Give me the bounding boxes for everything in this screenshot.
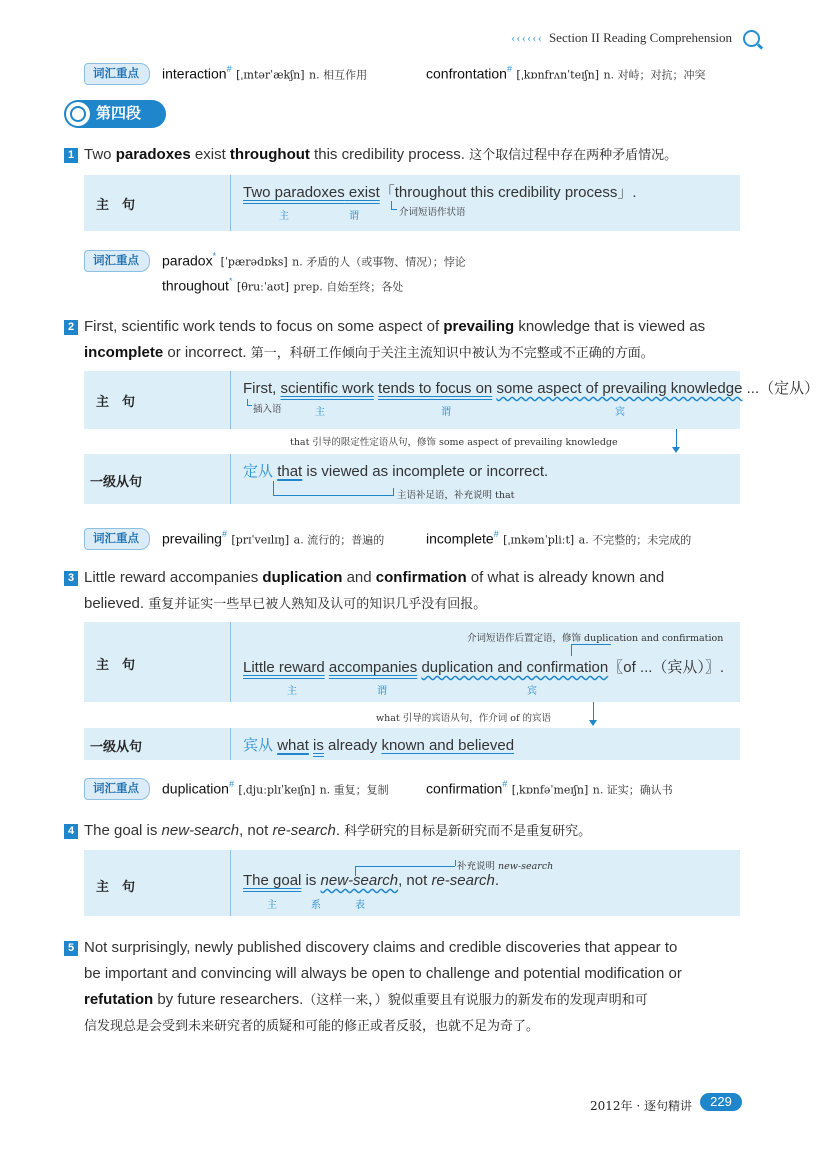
grammar-note: 主语补足语，补充说明 that bbox=[397, 490, 515, 501]
vocab-tag: 词汇重点 bbox=[84, 250, 150, 272]
vocab-entry: incomplete# [ˌɪnkəmˈpliːt] a. 不完整的；未完成的 bbox=[426, 529, 692, 547]
analysis-box bbox=[84, 371, 819, 429]
sentence-5-line-1: Not surprisingly, newly published discovery claims and credible discoveries that appear to bbox=[84, 939, 678, 956]
main-clause: First, scientific work tends to focus on some aspect of prevailing knowledge ...（定从） bbox=[243, 380, 819, 397]
vocab-entry: prevailing# [prɪˈveɪlɪŋ] a. 流行的；普遍的 bbox=[162, 529, 385, 547]
search-circle-icon bbox=[66, 102, 90, 126]
sentence-5-line-4: 信发现总是会受到未来研究者的质疑和可能的修正或者反驳，也就不足为奇了。 bbox=[84, 1019, 540, 1034]
sentence-2-line-2: incomplete or incorrect. 第一，科研工作倾向于关注主流知识中被认为不完整或不正确的方面。 bbox=[84, 344, 654, 361]
sentence-3-line-2: believed. 重复并证实一些早已被人熟知及认可的知识几乎没有回报。 bbox=[84, 595, 487, 612]
vocab-tag: 词汇重点 bbox=[84, 63, 150, 85]
sentence-number: 5 bbox=[64, 941, 78, 956]
vocab-entry: throughout* [θruːˈaʊt] prep. 自始至终；各处 bbox=[162, 276, 404, 294]
box-label: 主 句 bbox=[96, 880, 136, 895]
sentence-number: 3 bbox=[64, 571, 78, 586]
box-label: 主 句 bbox=[96, 658, 136, 673]
vocab-word: confrontation bbox=[426, 65, 507, 82]
section-title: Section II Reading Comprehension bbox=[548, 30, 732, 45]
vocab-entry: duplication# [ˌdjuːplɪˈkeɪʃn] n. 重复；复制 bbox=[162, 779, 389, 797]
vocab-tag: 词汇重点 bbox=[84, 528, 150, 550]
grammar-note: 介词短语作后置定语，修饰 duplication and confirmation bbox=[467, 633, 724, 644]
analysis-box bbox=[84, 622, 740, 702]
main-clause: The goal is new-search, not re-search. bbox=[243, 872, 499, 889]
sentence-2-line-1: First, scientific work tends to focus on some aspect of prevailing knowledge that is viewed as bbox=[84, 318, 706, 335]
analysis-box bbox=[84, 850, 740, 916]
sentence-number: 1 bbox=[64, 148, 78, 163]
grammar-note: 补充说明 new-search bbox=[457, 861, 554, 872]
box-label: 主 句 bbox=[96, 395, 136, 410]
sentence-number: 2 bbox=[64, 320, 78, 335]
role-subject: 主 bbox=[315, 407, 325, 418]
role-object: 宾 bbox=[615, 407, 625, 418]
vocab-tag: 词汇重点 bbox=[84, 778, 150, 800]
role-object: 宾 bbox=[527, 686, 537, 697]
box-label: 一级从句 bbox=[90, 475, 143, 490]
search-icon[interactable] bbox=[743, 30, 760, 47]
sentence-1: Two paradoxes exist throughout this credibility process. 这个取信过程中存在两种矛盾情况。 bbox=[84, 146, 678, 163]
sentence-number: 4 bbox=[64, 824, 78, 839]
running-header bbox=[511, 30, 732, 46]
role-link: 系 bbox=[311, 900, 321, 911]
analysis-box-sub bbox=[84, 454, 740, 504]
vocab-entry: interaction# [ˌɪntərˈækʃn] n. 相互作用 bbox=[162, 64, 368, 82]
role-subject: 主 bbox=[267, 900, 277, 911]
sentence-4: The goal is new-search, not re-search. 科学研究的目标是新研究而不是重复研究。 bbox=[84, 822, 592, 839]
page-number: 229 bbox=[700, 1093, 742, 1111]
vocab-word: interaction bbox=[162, 65, 227, 82]
analysis-box bbox=[84, 175, 740, 231]
box-label: 一级从句 bbox=[90, 740, 143, 755]
analysis-box-sub bbox=[84, 728, 740, 760]
link-note: what 引导的宾语从句，作介词 of 的宾语 bbox=[376, 713, 552, 724]
header-arrows: ‹‹‹‹‹‹ bbox=[510, 30, 543, 45]
vocab-entry: paradox* [ˈpærədɒks] n. 矛盾的人（或事物、情况）；悖论 bbox=[162, 251, 466, 269]
footer-text: 2012年 · 逐句精讲 bbox=[590, 1099, 692, 1113]
main-clause: Two paradoxes exist「throughout this credibility process」. bbox=[243, 184, 637, 201]
role-insert: 插入语 bbox=[253, 404, 282, 415]
role-subject: 主 bbox=[287, 686, 297, 697]
grammar-note: 介词短语作状语 bbox=[399, 207, 466, 218]
role-subject: 主 bbox=[279, 211, 289, 222]
sub-clause: 定从 that is viewed as incomplete or incorrect. bbox=[243, 463, 549, 480]
sentence-5-line-3: refutation by future researchers.（这样一来，）貌似重要且有说服力的新发布的发现声明和可 bbox=[84, 991, 648, 1008]
vocab-entry: confrontation# [ˌkɒnfrʌnˈteɪʃn] n. 对峙；对抗；冲突 bbox=[426, 64, 706, 82]
paragraph-badge bbox=[64, 100, 166, 128]
role-predicative: 表 bbox=[355, 900, 365, 911]
role-predicate: 谓 bbox=[349, 211, 359, 222]
sentence-5-line-2: be important and convincing will always be open to challenge and potential modification or bbox=[84, 965, 682, 982]
link-note: that 引导的限定性定语从句，修饰 some aspect of prevailing knowledge bbox=[290, 437, 618, 448]
paragraph-title: 第四段 bbox=[96, 105, 142, 122]
role-predicate: 谓 bbox=[441, 407, 451, 418]
box-label: 主 句 bbox=[96, 198, 136, 213]
main-clause: Little reward accompanies duplication and confirmation〖of ...（宾从）〗. bbox=[243, 659, 725, 676]
sentence-3-line-1: Little reward accompanies duplication and confirmation of what is already known and bbox=[84, 569, 665, 586]
sub-clause: 宾从 what is already known and believed bbox=[243, 737, 515, 754]
vocab-entry: confirmation# [ˌkɒnfəˈmeɪʃn] n. 证实；确认书 bbox=[426, 779, 673, 797]
role-predicate: 谓 bbox=[377, 686, 387, 697]
